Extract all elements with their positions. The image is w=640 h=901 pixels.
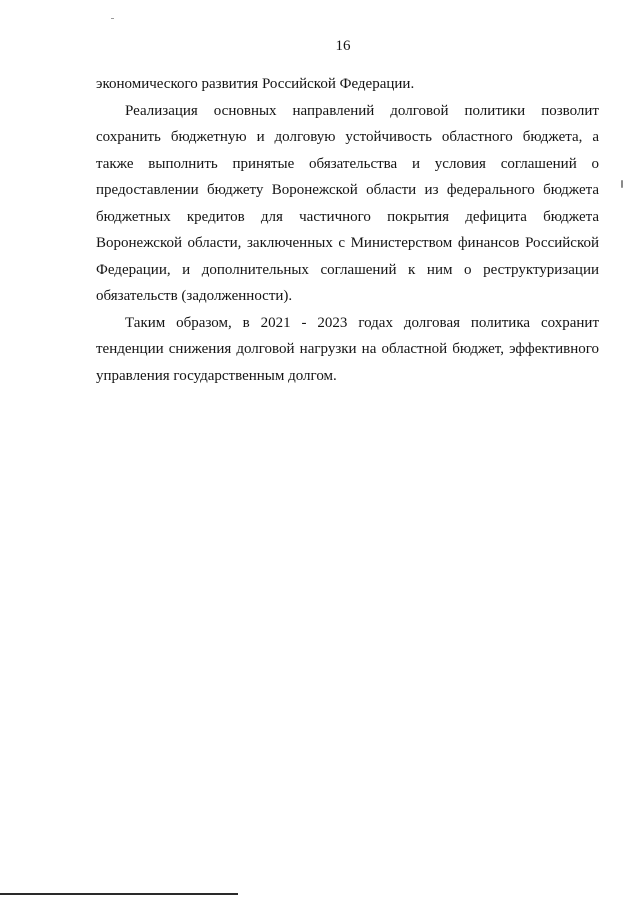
scan-artifact (111, 18, 114, 19)
text-line: тенденции снижения долговой нагрузки на областной бюджет, эффективного (96, 341, 599, 357)
text-line: бюджетных кредитов для частичного покрытия дефицита бюджета (96, 208, 599, 225)
text-line: Таким образом, в 2021 - 2023 годах долговая политика сохранит (125, 314, 599, 331)
body-text (96, 71, 599, 389)
text-line: управления государственным долгом. (96, 367, 337, 384)
page-number: 16 (335, 38, 351, 54)
text-line: Воронежской области, заключенных с Министерством финансов Российской (96, 235, 599, 251)
text-line: предоставлении бюджету Воронежской области из федерального бюджета (96, 182, 599, 198)
text-line: обязательств (задолженности). (96, 288, 293, 304)
text-line: сохранить бюджетную и долговую устойчивость областного бюджета, а (96, 129, 599, 145)
text-line: экономического развития Российской Федерации. (96, 76, 415, 92)
margin-mark (621, 180, 623, 188)
text-line: Федерации, и дополнительных соглашений к ним о реструктуризации (96, 261, 599, 278)
text-line: также выполнить принятые обязательства и условия соглашений о (96, 155, 599, 172)
text-line: Реализация основных направлений долговой политики позволит (125, 102, 599, 119)
bottom-rule (0, 893, 238, 895)
